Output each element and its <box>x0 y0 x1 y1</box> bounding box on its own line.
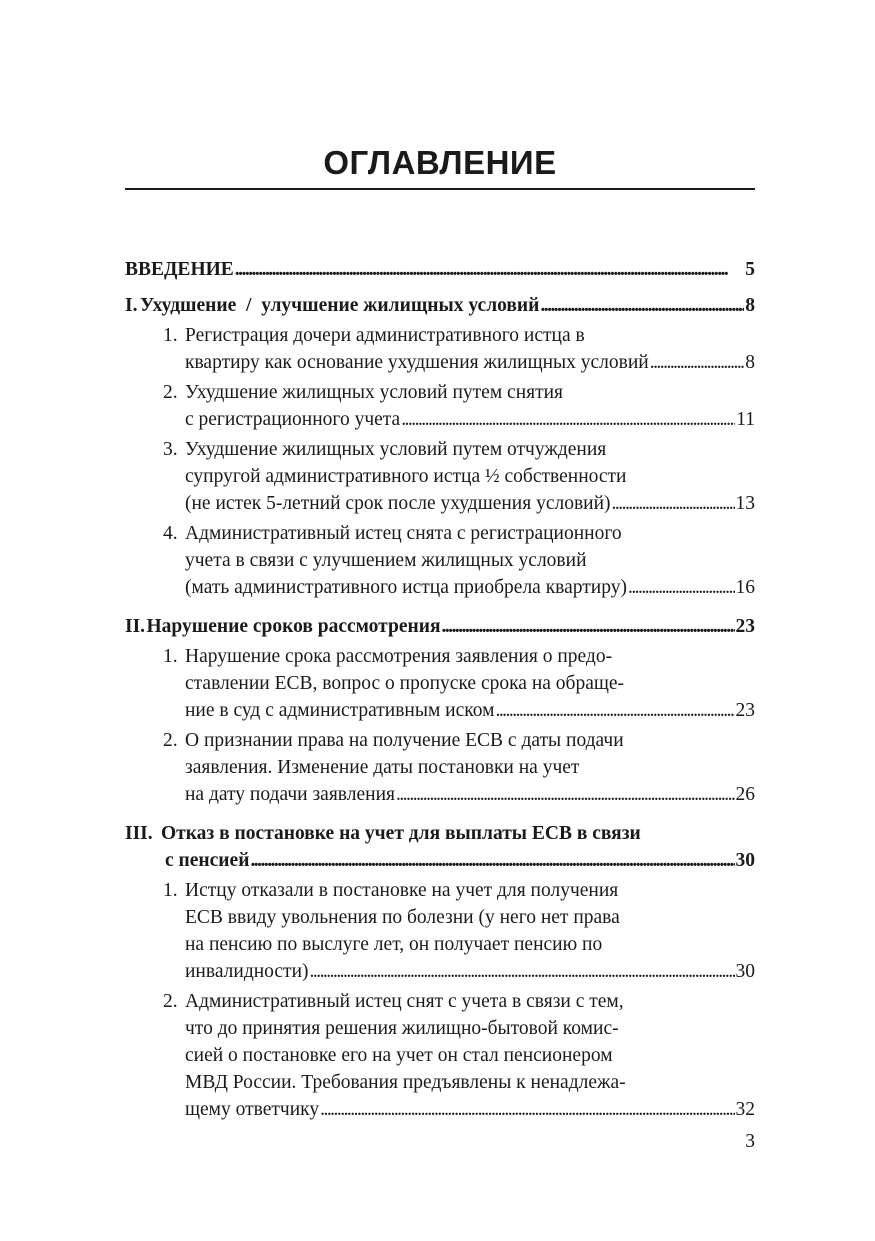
item-text-line: учета в связи с улучшением жилищных условий <box>185 550 587 571</box>
item-text-line: (мать административного истца приобрела квартиру) <box>185 577 627 598</box>
toc-page-number: 8 <box>745 352 755 373</box>
item-text-line: сией о постановке его на учет он стал пенсионером <box>185 1045 613 1066</box>
toc-section-3 <box>125 820 755 1123</box>
item-text-line: Административный истец снята с регистрационного <box>185 523 622 544</box>
item-text-line: заявления. Изменение даты постановки на учет <box>185 757 580 778</box>
item-text-line: ние в суд с административным иском <box>185 700 495 721</box>
item-number: 2. <box>163 382 178 403</box>
section-numeral: II. <box>125 616 146 637</box>
item-text-line: на пенсию по выслуге лет, он получает пенсию по <box>185 934 603 955</box>
toc-entry-introduction[interactable] <box>125 256 755 283</box>
item-number: 4. <box>163 523 178 544</box>
item-number: 3. <box>163 439 178 460</box>
item-text-line: ставлении ЕСВ, вопрос о пропуске срока на обраще- <box>185 673 625 694</box>
page-title: ОГЛАВЛЕНИЕ <box>323 144 557 181</box>
item-text-line: что до принятия решения жилищно-бытовой комис- <box>185 1018 619 1039</box>
dot-leader <box>401 406 735 433</box>
item-text-line: на дату подачи заявления <box>185 784 395 805</box>
item-text-line: Административный истец снят с учета в связи с тем, <box>185 991 624 1012</box>
toc-item[interactable] <box>125 727 755 808</box>
toc-page-number: 30 <box>735 850 755 871</box>
dot-leader <box>612 490 735 517</box>
item-text-line: Нарушение срока рассмотрения заявления о предо- <box>185 646 613 667</box>
toc-page-number: 26 <box>735 784 755 805</box>
toc-item[interactable] <box>125 520 755 601</box>
toc-entry-label: ВВЕДЕНИЕ <box>125 259 234 280</box>
dot-leader <box>628 574 735 601</box>
dot-leader <box>495 697 734 724</box>
dot-leader <box>442 613 735 640</box>
item-text-line: инвалидности) <box>185 961 309 982</box>
section-numeral: I. <box>125 295 138 316</box>
item-text-line: МВД России. Требования предъявлены к ненадлежа- <box>185 1072 626 1093</box>
item-text-line: щему ответчику <box>185 1099 320 1120</box>
toc-item[interactable] <box>125 322 755 376</box>
toc-page-number: 30 <box>735 961 755 982</box>
item-text-line: (не истек 5-летний срок после ухудшения условий) <box>185 493 611 514</box>
section-title: Нарушение сроков рассмотрения <box>146 616 441 637</box>
section-title: с пенсией <box>165 850 250 871</box>
item-number: 2. <box>163 730 178 751</box>
toc-page-number: 23 <box>735 700 755 721</box>
toc-page-number: 11 <box>736 409 755 430</box>
toc-item[interactable] <box>125 877 755 985</box>
page-number: 3 <box>745 1131 755 1152</box>
toc-page-number: 13 <box>735 493 755 514</box>
dot-leader <box>320 1096 734 1123</box>
item-text-line: Ухудшение жилищных условий путем отчуждения <box>185 439 607 460</box>
section-numeral: III. <box>125 823 153 844</box>
toc-section-2 <box>125 613 755 808</box>
item-number: 1. <box>163 325 178 346</box>
item-number: 1. <box>163 880 178 901</box>
dot-leader <box>650 349 745 376</box>
dot-leader <box>250 847 734 874</box>
toc-item[interactable] <box>125 988 755 1123</box>
item-text-line: супругой административного истца ½ собственности <box>185 466 627 487</box>
toc-page-number: 8 <box>745 295 755 316</box>
toc-item[interactable] <box>125 436 755 517</box>
dot-leader <box>310 958 735 985</box>
title-underline <box>125 188 755 190</box>
dot-leader <box>235 256 744 283</box>
toc-item[interactable] <box>125 379 755 433</box>
dot-leader <box>396 781 735 808</box>
item-number: 1. <box>163 646 178 667</box>
item-text-line: с регистрационного учета <box>185 409 401 430</box>
item-text-line: квартиру как основание ухудшения жилищных условий <box>185 352 649 373</box>
toc-section-heading[interactable] <box>125 820 755 874</box>
item-text-line: Регистрация дочери административного истца в <box>185 325 585 346</box>
section-title: Ухудшение / улучшение жилищных условий <box>139 295 540 316</box>
section-title: Отказ в постановке на учет для выплаты ЕСВ в связи <box>161 823 641 844</box>
item-text-line: Ухудшение жилищных условий путем снятия <box>185 382 564 403</box>
toc-item[interactable] <box>125 643 755 724</box>
table-of-contents <box>125 256 755 1123</box>
toc-page-number: 5 <box>745 259 755 280</box>
item-text-line: Истцу отказали в постановке на учет для получения <box>185 880 619 901</box>
item-number: 2. <box>163 991 178 1012</box>
toc-section-heading[interactable] <box>125 613 755 640</box>
dot-leader <box>540 292 744 319</box>
toc-section-heading[interactable] <box>125 292 755 319</box>
item-text-line: ЕСВ ввиду увольнения по болезни (у него нет права <box>185 907 620 928</box>
toc-page-number: 16 <box>735 577 755 598</box>
toc-page-number: 32 <box>735 1099 755 1120</box>
toc-page-number: 23 <box>735 616 755 637</box>
toc-section-1 <box>125 292 755 601</box>
item-text-line: О признании права на получение ЕСВ с даты подачи <box>185 730 624 751</box>
